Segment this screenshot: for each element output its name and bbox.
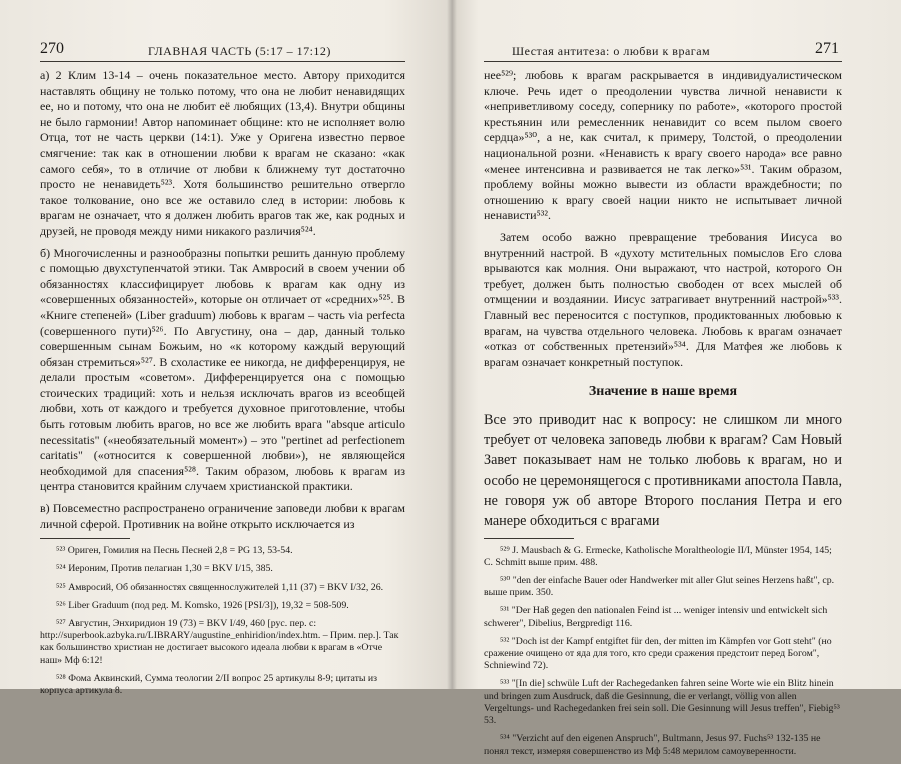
- footnote-531: ⁵³¹ "Der Haß gegen den nationalen Feind ist ... weniger intensiv und entwickelt sich schwerer", Dibelius, Bergpredigt 116.: [484, 605, 828, 629]
- footnote-526: ⁵²⁶ Liber Graduum (под ред. M. Komsko, 1926 [PSI/3]), 19,32 = 508-509.: [56, 599, 349, 611]
- right-body-text: [484, 68, 842, 764]
- paragraph-c: в) Повсеместно распространено ограничение заповеди любви к врагам личной сферой. Противник на войне открыто исключается из: [40, 501, 405, 531]
- footnote-rule-right: [484, 538, 574, 539]
- paragraph-continued: нее⁵²⁹; любовь к врагам раскрывается в индивидуалистическом ключе. Речь идет о преодолении чувства личной ненависти к «неприветливому соседу, сопернику по работе», «которого простой крестьянин или ремесленник ненавидит со всем пылом своего сердца»⁵³⁰, а не, как считал, к примеру, Толстой, о преодолении национальной розни. «Ненависть к врагу своего народа» все равно «менее интенсивна и развивается не так легко»⁵³¹. Таким образом, проблему войны можно вывести из области враждебности; по отношению к врагу своей нации никто не испытывает личной ненависти⁵³².: [484, 68, 842, 223]
- running-header-left: ГЛАВНАЯ ЧАСТЬ (5:17 – 17:12): [148, 44, 331, 58]
- left-page: [0, 0, 452, 697]
- paragraph-b: б) Многочисленны и разнообразны попытки решить данную проблему с помощью двухступенчатой этики. Так Амвросий в своем учении об обязанностях классифицирует любовь к врагам как одну из «совершенных обязанностей», которые он отличает от «средних»⁵²⁵. В «Книге степеней» (Liber graduum) любовь к врагам – часть via perfecta (совершенного пути)⁵²⁶. По Августину, она – дар, данный только совершенным сынам Божьим, но «к которому каждый верующий обязан стремиться»⁵²⁷. В схоластике ее никогда, не дифференцируя, не делали простым «советом». Дифференцируется она с помощью стоических традиций: хоть и нельзя исключать врагов из всеобщей любви, хоть от каждого и требуется духовное приготовление, чтобы быть готовым любить врагов, но все же любить врага "absque articulo necessitatis" («необязательный момент») – это "pertinet ad perfectionem caritatis" («относится к совершенной любви»), не являющейся необходимой для спасения⁵²⁸. Таким образом, любовь к врагам из центра становится крайним случаем христианской практики.: [40, 245, 405, 494]
- section-paragraph: Все это приводит нас к вопросу: не слишком ли много требует от человека заповедь любви к врагам? Сам Новый Завет показывает нам не только любовь к врагам, но и особо не церемонящегося с противниками апостола Павла, не говоря уж об авторе Второго послания Петра и его манере обходиться с врагами: [484, 411, 842, 530]
- book-gutter-shadow: [447, 0, 457, 689]
- footnote-534: ⁵³⁴ "Verzicht auf den eigenen Anspruch", Bultmann, Jesus 97. Fuchs⁵³ 132-135 не понял текст, измеряя совершенство из Мф 5:48 мерилом самоуверенности.: [484, 733, 821, 757]
- footnote-rule-left: [40, 538, 130, 539]
- page-number-right: 271: [815, 40, 839, 57]
- section-heading: Значение в наше время: [588, 384, 738, 400]
- page-number-left: 270: [40, 40, 64, 57]
- right-page: [452, 0, 901, 757]
- footnote-523: ⁵²³ Ориген, Гомилия на Песнь Песней 2,8 = PG 13, 53-54.: [56, 545, 293, 557]
- header-rule-left: [40, 61, 405, 62]
- left-body-text: [40, 68, 405, 703]
- header-rule-right: [484, 61, 842, 62]
- footnote-524: ⁵²⁴ Иероним, Против пелагиан 1,30 = BKV I/15, 385.: [56, 563, 273, 575]
- footnote-533: ⁵³³ "[In die] schwüle Luft der Rachegedanken fahren seine Worte wie ein Blitz hinein und bringen zum Ausdruck, daß die Gesinnung, die er verlangt, völlig von allen Vergeltungs- und Rachegedanken frei sein soll. Die Gesinnung will Jesus treffen", Fiebig⁵³ 53.: [484, 678, 840, 727]
- paragraph-a: а) 2 Клим 13-14 – очень показательное место. Автору приходится наставлять общину не только потому, что она не любит ненавидящих ее, но и потому, что она не любит её любящих (13,4). Внутри общины не было гармонии! Автор напоминает общине: кто не исполняет волю Отца, тот не часть церкви (14:1). Уже у Оригена известно первое смягчение: так как в отношении любви к врагам не сказано: «как самого себя», то в отличие от любви к ближнему тут достаточно просто не ненавидеть⁵²³. Хотя большинство решительно отвергло такое толкование, оно все же оставило след в истории: любовь к врагам не означает, что я должен любить врагов так же, как родных и друзей, не проводя между ними никакого различия⁵²⁴.: [40, 68, 405, 238]
- footnote-528: ⁵²⁸ Фома Аквинский, Сумма теологии 2/II вопрос 25 артикулы 8-9; цитаты из корпуса артикула 8.: [40, 672, 378, 697]
- section-body: [484, 410, 842, 532]
- footnote-532: ⁵³² "Doch ist der Kampf entgiftet für den, der mitten im Kämpfen vor Gott steht" (но сражение очищено от яда для того, кто среди сражения предстоит перед Богом", Schniewind 72).: [484, 635, 832, 672]
- running-header-right: Шестая антитеза: о любви к врагам: [512, 44, 711, 58]
- footnote-530: ⁵³⁰ "den der einfache Bauer oder Handwerker mit aller Glut seines Herzens haßt", ср. выше прим. 350.: [484, 575, 835, 599]
- paragraph-inner-disposition: Затем особо важно превращение требования Иисуса во внутренний настрой. В «духоту мстительных помыслов Его слова врываются как молния. Они выражают, что настрой, которого Он требует, должен быть полностью свободен от всех мыслей об отмщении и воздаянии. Иисус затрагивает внутренний настрой»⁵³³. Главный вес переносится с поступков, продиктованных любовью к врагам, на чувства отдельного человека. Любовь к врагам означает «отказ от собственных претензий»⁵³⁴. Для Матфея же любовь к врагам означает конкретный поступок.: [484, 229, 842, 369]
- footnote-527: ⁵²⁷ Августин, Энхиридион 19 (73) = BKV I/49, 460 [рус. пер. с: http://superbook.azbyka.ru/LIBRARY/augustine_enhiridion/index.htm. – Прим. пер.]. Так как большинство христиан не достигает высокого идеала любви к врагам в «Отче наш» Мф 6:12!: [40, 618, 399, 666]
- footnote-525: ⁵²⁵ Амвросий, Об обязанностях священнослужителей 1,11 (37) = BKV I/32, 26.: [56, 581, 384, 593]
- footnote-529: ⁵²⁹ J. Mausbach & G. Ermecke, Katholische Moraltheologie II/I, Münster 1954, 145; C. Schmitt выше прим. 488.: [484, 544, 832, 568]
